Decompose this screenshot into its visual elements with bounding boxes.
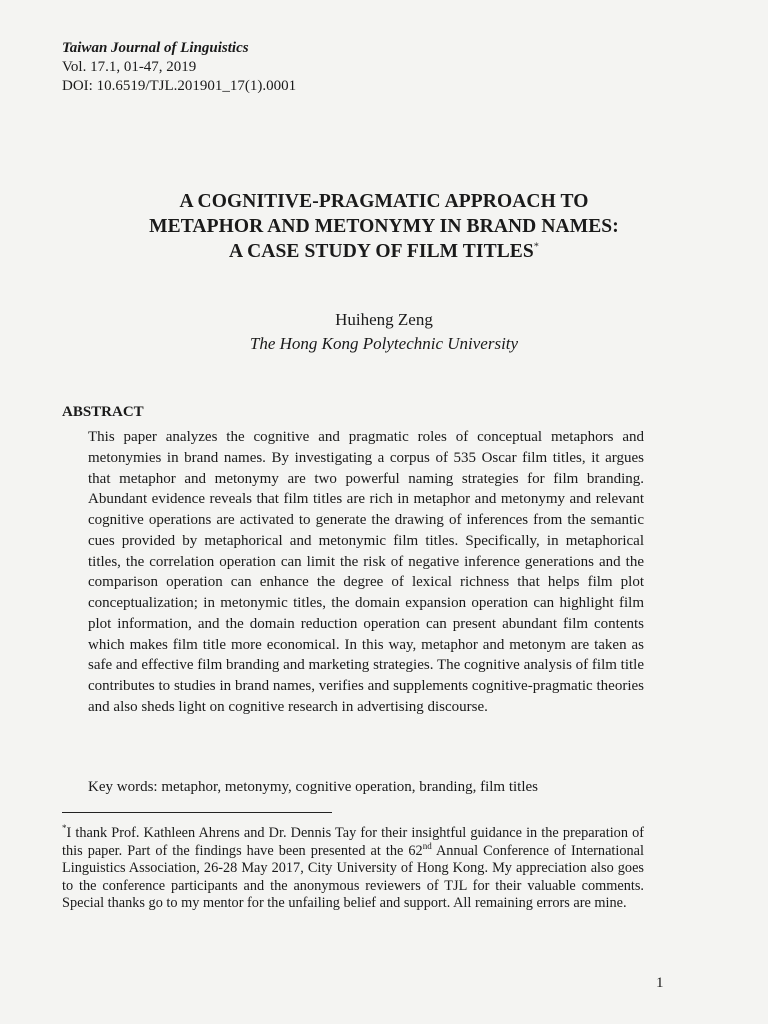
author-name: Huiheng Zeng (335, 310, 433, 329)
footnote (62, 825, 644, 913)
keywords: Key words: metaphor, metonymy, cognitive operation, branding, film titles (88, 779, 538, 795)
title-line-3-text: A CASE STUDY OF FILM TITLES (229, 241, 534, 262)
footnote-text-part2: Annual Conference of International Linguistics Association, 26-28 May 2017, City University of Hong Kong. My appreciation also goes to the conference participants and the anonymous reviewers of TJL for their valuable comments. Special thanks go to my mentor for the unfailing belief and support. All remaining errors are mine. (62, 842, 644, 912)
footnote-ordinal: nd (422, 840, 432, 851)
journal-header (62, 39, 296, 96)
footnote-marker: * (62, 823, 67, 834)
journal-doi: DOI: 10.6519/TJL.201901_17(1).0001 (62, 78, 297, 94)
journal-name: Taiwan Journal of Linguistics (62, 40, 249, 56)
author-affiliation: The Hong Kong Polytechnic University (249, 334, 519, 353)
title-line-2: METAPHOR AND METONYMY IN BRAND NAMES: (149, 216, 619, 237)
paper-title (60, 189, 708, 264)
title-line-1: A COGNITIVE-PRAGMATIC APPROACH TO (179, 191, 589, 212)
journal-volume: Vol. 17.1, 01-47, 2019 (62, 59, 197, 75)
footnote-text-part1: I thank Prof. Kathleen Ahrens and Dr. Dennis Tay for their insightful guidance in the preparation of this paper. Part of the findings have been presented at the 62 (62, 825, 644, 859)
abstract-heading: ABSTRACT (62, 404, 144, 420)
footnote-divider (62, 812, 332, 813)
abstract-body: This paper analyzes the cognitive and pragmatic roles of conceptual metaphors and metonymies in brand names. By investigating a corpus of 535 Oscar film titles, it argues that metaphor and metonymy are two powerful naming strategies for film branding. Abundant evidence reveals that film titles are rich in metaphor and metonymy and relevant cognitive operations are activated to generate the drawing of inferences from the semantic cues provided by metaphorical and metonymic film titles. Specifically, in metaphorical titles, the correlation operation can limit the risk of negative inference generations and the comparison operation can enhance the degree of lexical richness that helps film plot conceptualization; in metonymic titles, the domain expansion operation can highlight film plot information, and the domain reduction operation can present abundant film contents which makes film title more economical. In this way, metaphor and metonym are taken as safe and effective film branding and marketing strategies. The cognitive analysis of film title contributes to studies in brand names, verifies and supplements cognitive-pragmatic theories and also sheds light on cognitive research in advertising discourse. (88, 429, 644, 715)
title-footnote-marker: * (533, 241, 539, 253)
page-number: 1 (656, 975, 664, 991)
title-line-3 (60, 239, 708, 264)
